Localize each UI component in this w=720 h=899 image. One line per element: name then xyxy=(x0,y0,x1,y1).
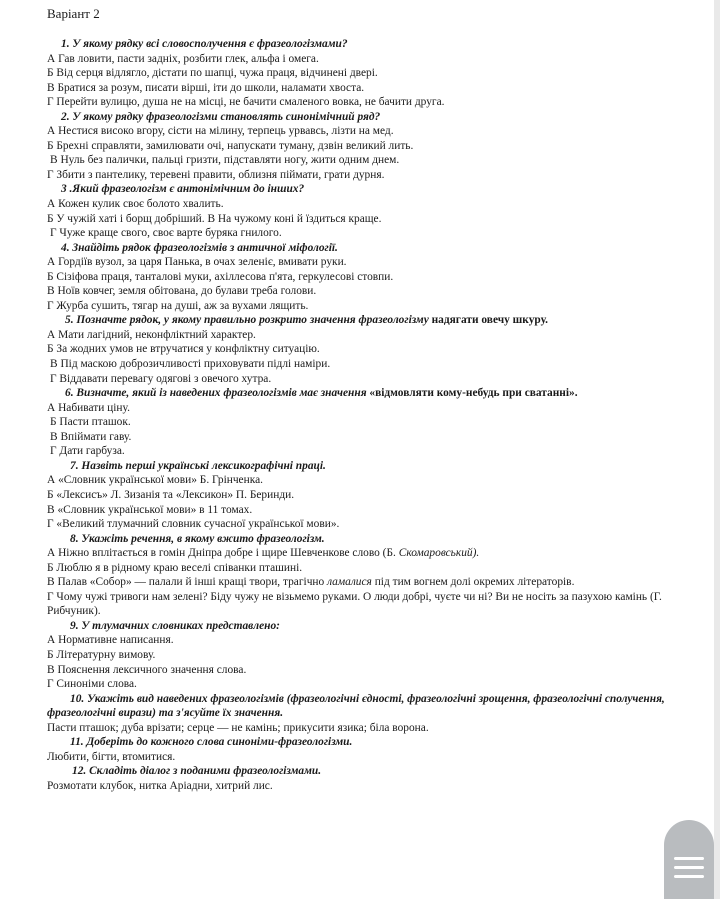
q4-option-d: Г Журба сушить, тягар на душі, аж за вухами лящить. xyxy=(47,299,309,312)
question-7: 7. Назвіть перші українські лексикографічні праці. xyxy=(70,459,326,472)
q7-option-c: В «Словник української мови» в 11 томах. xyxy=(47,503,253,516)
q1-option-a: А Гав ловити, пасти задніх, розбити глек, альфа і омега. xyxy=(47,52,319,65)
q1-option-b: Б Від серця відлягло, дістати по шапці, чужа праця, відчинені двері. xyxy=(47,67,378,80)
question-4: 4. Знайдіть рядок фразеологізмів з античної міфології. xyxy=(61,241,338,254)
q6-option-b: Б Пасти пташок. xyxy=(50,416,131,429)
q2-option-c: В Нуль без палички, пальці гризти, підставляти ногу, жити одним днем. xyxy=(50,154,400,167)
q3-option-b: Б У чужій хаті і борщ добріший. В На чужому коні й їздиться краще. xyxy=(47,212,382,225)
question-9: 9. У тлумачних словниках представлено: xyxy=(70,619,280,632)
q7-option-a: А «Словник української мови» Б. Грінченка. xyxy=(47,474,263,487)
q8-option-a-author: Скомаровський). xyxy=(398,547,480,560)
q8-option-c-text: В Палав «Собор» — палали й інші кращі твори, трагічно xyxy=(47,576,328,589)
question-1: 1. У якому рядку всі словосполучення є фразеологізмами? xyxy=(61,38,348,50)
q11-body: Любити, бігти, втомитися. xyxy=(47,750,176,763)
q10-body: Пасти пташок; дуба врізати; серце — не камінь; прикусити язика; біла ворона. xyxy=(47,721,429,734)
question-2: 2. У якому рядку фразеологізми становлять синонімічний ряд? xyxy=(61,110,381,123)
q8-option-c-italic-word: ламалися xyxy=(327,576,372,589)
q8-option-a-text: А Ніжно вплітається в гомін Дніпра добре і щире Шевченкове слово (Б. xyxy=(47,547,399,560)
question-12: 12. Складіть діалог з поданими фразеологізмами. xyxy=(72,765,322,778)
question-6 xyxy=(47,386,715,401)
question-8: 8. Укажіть речення, в якому вжито фразеологізм. xyxy=(70,532,325,545)
q4-option-c: В Ноїв ковчег, земля обітована, до булави треба голови. xyxy=(47,285,317,298)
q9-option-a: А Нормативне написання. xyxy=(47,634,174,647)
question-10: 10. Укажіть вид наведених фразеологізмів (фразеологічні єдності, фразеологічні зрощення, фразеологічні сполучення, фразеологічні вирази) та з'ясуйте їх значення. xyxy=(47,692,665,720)
q6-option-a: А Набивати ціну. xyxy=(47,401,130,414)
question-5-phrase: надягати овечу шкуру. xyxy=(428,314,548,327)
q2-option-d: Г Збити з пантелику, теревені правити, облизня піймати, грати дурня. xyxy=(47,168,385,181)
q3-option-c: Г Чуже краще свого, своє варте буряка гнилого. xyxy=(50,227,282,240)
question-3: 3 .Який фразеологізм є антонімічним до інших? xyxy=(61,183,305,196)
question-6-phrase: «відмовляти кому-небудь при сватанні». xyxy=(366,387,578,400)
q1-option-c: В Братися за розум, писати вірші, іти до школи, наламати хвоста. xyxy=(47,81,365,94)
q2-option-b: Б Брехні справляти, замилювати очі, напускати туману, дзвін великий лить. xyxy=(47,139,414,152)
q8-option-d: Г Чому чужі тривоги нам зелені? Біду чужу не візьмемо руками. О люди добрі, чуєте чи ні? Ви не носіть за пазухою камінь (Г. Рибчуник). xyxy=(47,590,662,618)
q5-option-a: А Мати лагідний, неконфліктний характер. xyxy=(47,328,256,341)
menu-handle-button[interactable] xyxy=(664,820,714,899)
q9-option-b: Б Літературну вимову. xyxy=(47,648,156,661)
q8-option-c-text-end: під тим вогнем долі окремих літераторів. xyxy=(371,576,575,589)
q5-option-c: В Під маскою доброзичливості приховувати підлі наміри. xyxy=(50,358,331,371)
q8-option-b: Б Люблю я в рідному краю веселі співанки пташині. xyxy=(47,561,303,574)
q5-option-d: Г Віддавати перевагу одягові з овечого хутра. xyxy=(50,372,272,385)
q5-option-b: Б За жодних умов не втручатися у конфліктну ситуацію. xyxy=(47,343,320,356)
q9-option-d: Г Синоніми слова. xyxy=(47,678,137,691)
test-content xyxy=(47,37,715,793)
question-5 xyxy=(47,313,715,328)
q6-option-d: Г Дати гарбуза. xyxy=(50,445,125,458)
question-6-text: 6. Визначте, який із наведених фразеологізмів має значення xyxy=(65,387,367,400)
q7-option-d: Г «Великий тлумачний словник сучасної української мови». xyxy=(47,518,340,531)
q7-option-b: Б «Лексисъ» Л. Зизанія та «Лексикон» П. Беринди. xyxy=(47,488,295,501)
q12-body: Розмотати клубок, нитка Аріадни, хитрий лис. xyxy=(47,779,273,792)
question-11: 11. Доберіть до кожного слова синоніми-фразеологізми. xyxy=(70,736,353,749)
q2-option-a: А Нестися високо вгору, сісти на мілину, терпець урвавсь, лізти на мед. xyxy=(47,125,394,138)
question-5-text: 5. Позначте рядок, у якому правильно розкрито значення фразеологізму xyxy=(65,314,429,327)
q6-option-c: В Впіймати гаву. xyxy=(50,430,132,443)
q8-option-a xyxy=(47,546,715,561)
page-edge-shadow xyxy=(714,0,720,899)
q4-option-b: Б Сізіфова праця, танталові муки, ахіллесова п'ята, геркулесові стовпи. xyxy=(47,270,394,283)
q9-option-c: В Пояснення лексичного значення слова. xyxy=(47,663,247,676)
menu-icon-bar xyxy=(674,857,704,860)
q1-option-d: Г Перейти вулицю, душа не на місці, не бачити смаленого вовка, не бачити друга. xyxy=(47,96,445,109)
q8-option-c xyxy=(47,575,715,590)
menu-icon-bar xyxy=(674,875,704,878)
q4-option-a: А Гордіїв вузол, за царя Панька, в очах зеленіє, вмивати руки. xyxy=(47,256,347,269)
menu-icon-bar xyxy=(674,866,704,869)
variant-title: Варіант 2 xyxy=(47,6,100,21)
q3-option-a: А Кожен кулик своє болото хвалить. xyxy=(47,198,224,211)
